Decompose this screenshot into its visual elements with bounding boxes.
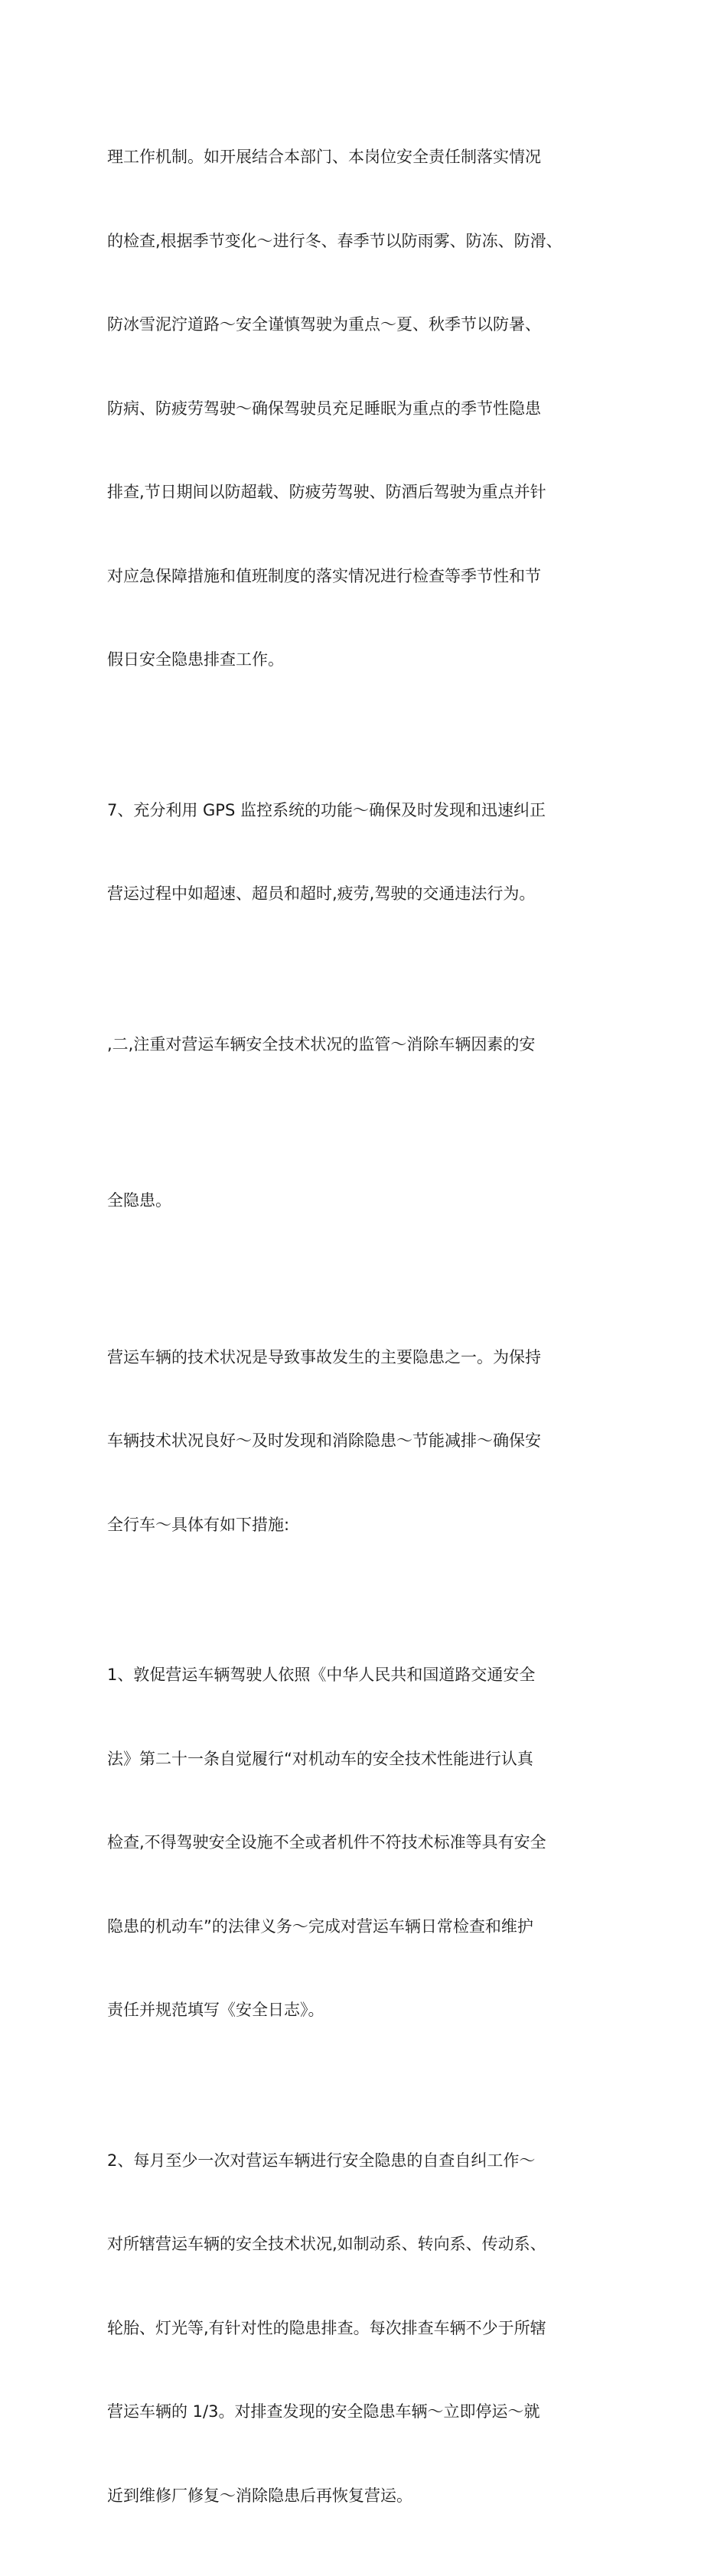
text-line: 对应急保障措施和值班制度的落实情况进行检查等季节性和节 xyxy=(107,566,541,585)
text-line: 营运车辆的技术状况是导致事故发生的主要隐患之一。为保持 xyxy=(107,1347,541,1366)
text-line: 营运车辆的 1/3。对排查发现的安全隐患车辆～立即停运～就 xyxy=(107,2402,540,2421)
document-body xyxy=(107,87,635,2576)
text-line: 防病、防疲劳驾驶～确保驾驶员充足睡眠为重点的季节性隐患 xyxy=(107,399,541,418)
text-line: ,二,注重对营运车辆安全技术状况的监管～消除车辆因素的安 xyxy=(107,1034,536,1054)
text-line: 法》第二十一条自觉履行“对机动车的安全技术性能进行认真 xyxy=(107,1749,533,1768)
text-line: 2、每月至少一次对营运车辆进行安全隐患的自查自纠工作～ xyxy=(107,2151,536,2170)
paragraph-item-2-monthly-check xyxy=(107,2091,635,2566)
text-line: 全隐患。 xyxy=(107,1191,171,1210)
text-line: 车辆技术状况良好～及时发现和消除隐患～节能减排～确保安 xyxy=(107,1431,541,1450)
text-line: 隐患的机动车”的法律义务～完成对营运车辆日常检查和维护 xyxy=(107,1917,533,1936)
text-line: 对所辖营运车辆的安全技术状况,如制动系、转向系、传动系、 xyxy=(107,2235,546,2253)
text-line: 检查,不得驾驶安全设施不全或者机件不符技术标准等具有安全 xyxy=(107,1833,546,1851)
section-heading-vehicle-supervision xyxy=(107,975,635,1115)
text-line: 防冰雪泥泞道路～安全谨慎驾驶为重点～夏、秋季节以防暑、 xyxy=(107,315,541,334)
text-line: 理工作机制。如开展结合本部门、本岗位安全责任制落实情况 xyxy=(107,148,541,166)
section-heading-continuation xyxy=(107,1131,635,1271)
text-line: 1、敦促营运车辆驾驶人依照《中华人民共和国道路交通安全 xyxy=(107,1666,536,1684)
text-line: 7、充分利用 GPS 监控系统的功能～确保及时发现和迅速纠正 xyxy=(107,800,546,819)
text-line: 营运过程中如超速、超员和超时,疲劳,驾驶的交通违法行为。 xyxy=(107,884,536,903)
text-line: 责任并规范填写《安全日志》。 xyxy=(107,2001,324,2019)
paragraph-item-1-driver-inspection xyxy=(107,1605,635,2080)
text-line: 的检查,根据季节变化～进行冬、春季节以防雨雾、防冻、防滑、 xyxy=(107,231,562,250)
text-line: 轮胎、灯光等,有针对性的隐患排查。每次排查车辆不少于所辖 xyxy=(107,2318,546,2337)
text-line: 排查,节日期间以防超载、防疲劳驾驶、防酒后驾驶为重点并针 xyxy=(107,483,546,501)
text-line: 近到维修厂修复～消除隐患后再恢复营运。 xyxy=(107,2486,412,2505)
text-line: 全行车～具体有如下措施: xyxy=(107,1515,290,1534)
text-line: 假日安全隐患排查工作。 xyxy=(107,650,284,669)
paragraph-vehicle-condition xyxy=(107,1288,635,1595)
paragraph-gps-monitoring xyxy=(107,741,635,964)
paragraph-work-mechanism xyxy=(107,87,635,730)
